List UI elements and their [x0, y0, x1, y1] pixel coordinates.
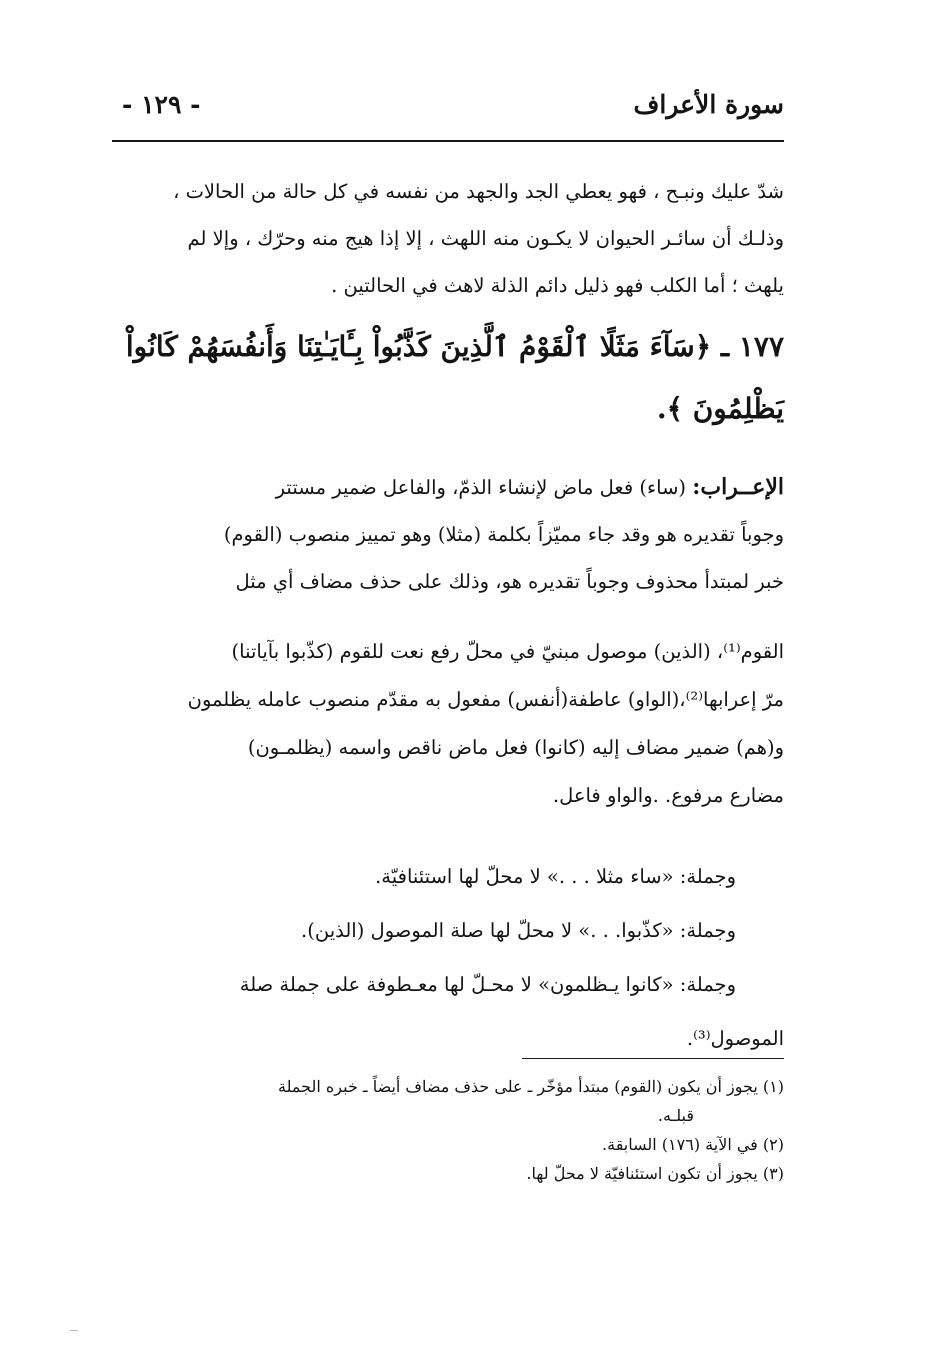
footnote-rule — [522, 1058, 784, 1059]
footnote-1: (١) يجوز أن يكون (القوم) مبتدأ مؤخّر ـ على حذف مضاف أيضاً ـ خبره الجملة — [278, 1077, 784, 1096]
text-line: مرّ إعرابها⁽²⁾،(الواو) عاطفة(أنفس) مفعول به مقدّم منصوب عامله يظلمون — [187, 688, 784, 711]
verse-line: ١٧٧ ـ ﴿سَآءَ مَثَلًا ٱلْقَوْمُ ٱلَّذِينَ كَذَّبُواْ بِـَٔايَـٰتِنَا وَأَنفُسَهُمْ كَانُواْ — [125, 330, 784, 363]
sentence-line: وجملة: «كانوا يـظلمون» لا محـلّ لها معـطوفة على جملة صلة — [239, 973, 736, 996]
irab-first-line: (ساء) فعل ماض لإنشاء الذمّ، والفاعل ضمير مستتر — [275, 476, 693, 499]
page-number: - ١٢٩ - — [122, 90, 201, 119]
footnote-1-continued: قبلـه. — [657, 1106, 694, 1125]
sentence-analysis — [112, 850, 784, 1066]
irab-paragraph-continued — [112, 628, 784, 820]
text-line: مضارع مرفوع. .والواو فاعل. — [552, 784, 784, 807]
text-line: خبر لمبتدأ محذوف وجوباً تقديره هو، وذلك على حذف مضاف أي مثل — [235, 570, 784, 593]
intro-paragraph — [112, 168, 784, 309]
sentence-line: وجملة: «ساء مثلا . . .» لا محلّ لها استئنافيّة. — [375, 865, 736, 888]
quran-verse — [112, 316, 784, 440]
text-line: شدّ عليك ونبـح ، فهو يعطي الجد والجهد من نفسه في كل حالة من الحالات ، — [173, 180, 784, 203]
text-line — [112, 464, 784, 511]
page-header — [112, 88, 784, 138]
header-rule — [112, 140, 784, 142]
sentence-line: وجملة: «كذّبوا. . .» لا محلّ لها صلة الموصول (الذين). — [301, 919, 736, 942]
footnote-3: (٣) يجوز أن تكون استئنافيّة لا محلّ لها. — [526, 1164, 784, 1183]
surah-title: سورة الأعراف — [633, 90, 784, 119]
sentence-line: الموصول⁽³⁾. — [686, 1027, 784, 1050]
verse-line: يَظْلِمُونَ ﴾. — [656, 392, 784, 425]
text-line: و(هم) ضمير مضاف إليه (كانوا) فعل ماض ناقص واسمه (يظلمـون) — [247, 736, 784, 759]
text-line: القوم⁽¹⁾، (الذين) موصول مبنيّ في محلّ رفع نعت للقوم (كذّبوا بآياتنا) — [231, 640, 784, 663]
text-line: وذلـك أن سائـر الحيوان لا يكـون منه اللهث ، إلا إذا هيج منه وحرّك ، وإلا لم — [187, 227, 784, 250]
irab-label: الإعــراب: — [692, 474, 784, 500]
footnote-2: (٢) في الآية (١٧٦) السابقة. — [602, 1135, 784, 1154]
text-line: يلهث ؛ أما الكلب فهو ذليل دائم الذلة لاهث في الحالتين . — [331, 274, 784, 297]
scan-mark — [70, 1330, 78, 1331]
irab-paragraph — [112, 464, 784, 605]
text-line: وجوباً تقديره هو وقد جاء مميّزاً بكلمة (مثلا) وهو تمييز منصوب (القوم) — [223, 523, 784, 546]
footnotes — [112, 1072, 784, 1188]
